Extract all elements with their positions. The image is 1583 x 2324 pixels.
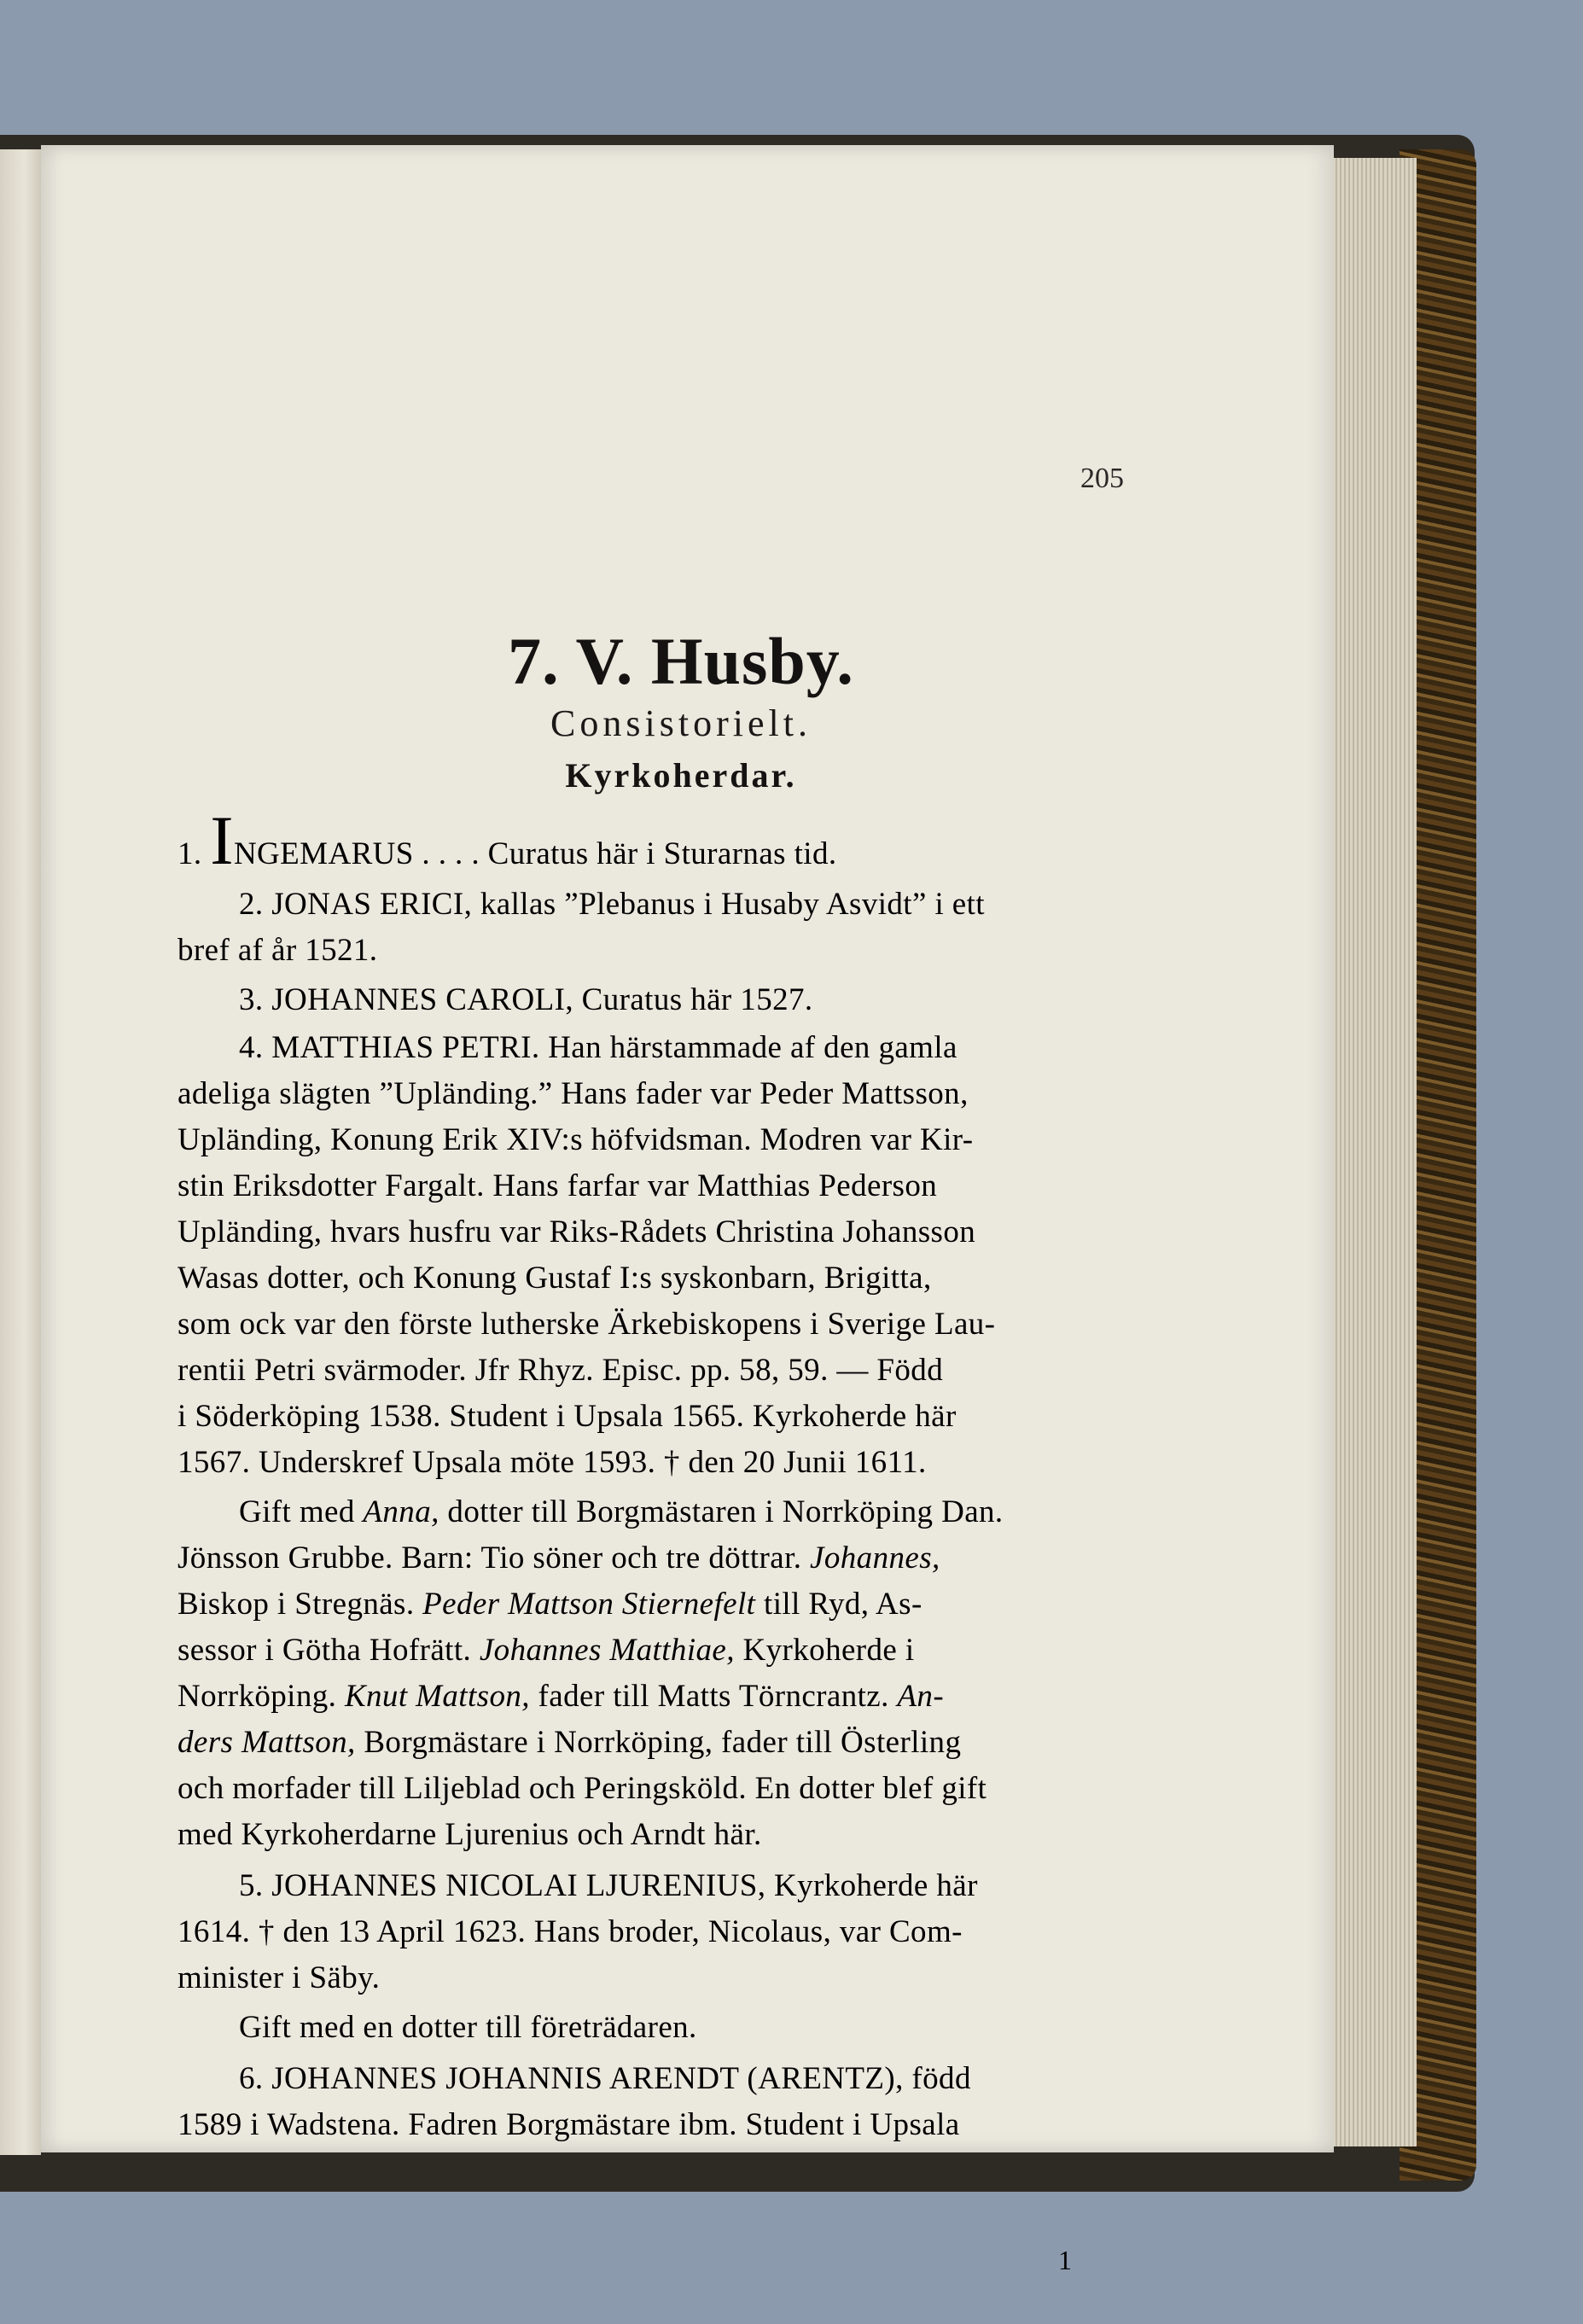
- text-span: Biskop i Stregnäs.: [178, 1587, 423, 1622]
- signature-mark: 1: [1058, 2245, 1073, 2275]
- entry-2-line-2: bref af år 1521.: [178, 933, 378, 968]
- entry-4-line-4: stin Eriksdotter Fargalt. Hans farfar var Matthias Pederson: [178, 1168, 938, 1203]
- book-page: [41, 145, 1334, 2275]
- entry-4-line-11: [239, 1494, 1004, 1530]
- text-span: Kyrkoherde i: [734, 1633, 915, 1668]
- text-span: Jönsson Grubbe. Barn: Tio söner och tre döttrar.: [178, 1541, 811, 1576]
- entry-4-line-6: Wasas dotter, och Konung Gustaf I:s syskonbarn, Brigitta,: [178, 1261, 932, 1296]
- entry-4-line-13: [178, 1586, 922, 1622]
- entry-3: 3. JOHANNES CAROLI, Curatus här 1527.: [239, 982, 813, 1017]
- entry-4-line-18: med Kyrkoherdarne Ljurenius och Arndt här.: [178, 1817, 762, 1852]
- text-span: Norrköping.: [178, 1679, 345, 1714]
- entry-4-line-8: rentii Petri svärmoder. Jfr Rhyz. Episc. pp. 58, 59. — Född: [178, 1353, 944, 1388]
- entry-4-line-5: Upländing, hvars husfru var Riks-Rådets Christina Johansson: [178, 1214, 976, 1249]
- italic-name: Knut Mattson,: [344, 1679, 530, 1714]
- section-heading: 7. V. Husby.: [508, 624, 854, 698]
- entry-4-line-1: 4. MATTHIAS PETRI. Han härstammade af den gamla: [239, 1030, 957, 1065]
- entry-1: [178, 801, 837, 879]
- entry-4-line-12: [178, 1540, 940, 1576]
- entry-4-line-15: [178, 1678, 944, 1715]
- entry-6-line-2: 1589 i Wadstena. Fadren Borgmästare ibm. Student i Upsala: [178, 2107, 960, 2142]
- entry-2-line-1: 2. JONAS ERICI, kallas ”Plebanus i Husaby Asvidt” i ett: [239, 887, 985, 922]
- entry-4-line-17: och morfader till Liljeblad och Peringsköld. En dotter blef gift: [178, 1771, 987, 1806]
- italic-name: Johannes Matthiae,: [479, 1633, 735, 1668]
- section-subheading: Consistorielt.: [550, 702, 812, 744]
- entry-4-line-3: Upländing, Konung Erik XIV:s höfvidsman. Modren var Kir-: [178, 1122, 974, 1157]
- entry-4-line-10: 1567. Underskref Upsala möte 1593. † den 20 Junii 1611.: [178, 1445, 927, 1480]
- entry-5-line-4: Gift med en dotter till företrädaren.: [239, 2010, 697, 2045]
- entry-5-line-2: 1614. † den 13 April 1623. Hans broder, Nicolaus, var Com-: [178, 1914, 963, 1949]
- entry-4-line-7: som ock var den förste lutherske Ärkebiskopens i Sverige Lau-: [178, 1307, 996, 1342]
- italic-name: ders Mattson,: [178, 1725, 356, 1760]
- text-span: fader till Matts Törncrantz.: [529, 1679, 898, 1714]
- entry-4-line-14: [178, 1632, 915, 1669]
- left-page-edge: [0, 149, 41, 2155]
- italic-name: An-: [897, 1679, 945, 1714]
- italic-name: Johannes,: [810, 1541, 940, 1576]
- text-span: sessor i Götha Hofrätt.: [178, 1633, 480, 1668]
- entry-4-line-16: [178, 1724, 961, 1761]
- entry-6-line-1: 6. JOHANNES JOHANNIS ARENDT (ARENTZ), född: [239, 2061, 971, 2096]
- entry-4-line-9: i Söderköping 1538. Student i Upsala 1565. Kyrkoherde här: [178, 1399, 957, 1434]
- entry-1-text: NGEMARUS . . . . Curatus här i Sturarnas tid.: [233, 836, 837, 871]
- entry-5-line-3: minister i Säby.: [178, 1960, 381, 1995]
- page-number: 205: [1080, 463, 1124, 494]
- entry-1-number: 1.: [178, 836, 202, 871]
- text-span: Borgmästare i Norrköping, fader till Österling: [355, 1725, 962, 1760]
- italic-name: Anna,: [363, 1494, 439, 1529]
- italic-name: Peder Mattson Stiernefelt: [422, 1587, 756, 1622]
- entry-5-line-1: 5. JOHANNES NICOLAI LJURENIUS, Kyrkoherde här: [239, 1868, 978, 1903]
- text-span: till Ryd, As-: [755, 1587, 922, 1622]
- drop-initial: I: [210, 801, 234, 879]
- section-subsubheading: Kyrkoherdar.: [565, 756, 797, 795]
- text-span: Gift med: [239, 1494, 364, 1529]
- text-span: dotter till Borgmästaren i Norrköping Dan.: [439, 1494, 1004, 1529]
- entry-4-line-2: adeliga slägten ”Upländing.” Hans fader var Peder Mattsson,: [178, 1076, 969, 1111]
